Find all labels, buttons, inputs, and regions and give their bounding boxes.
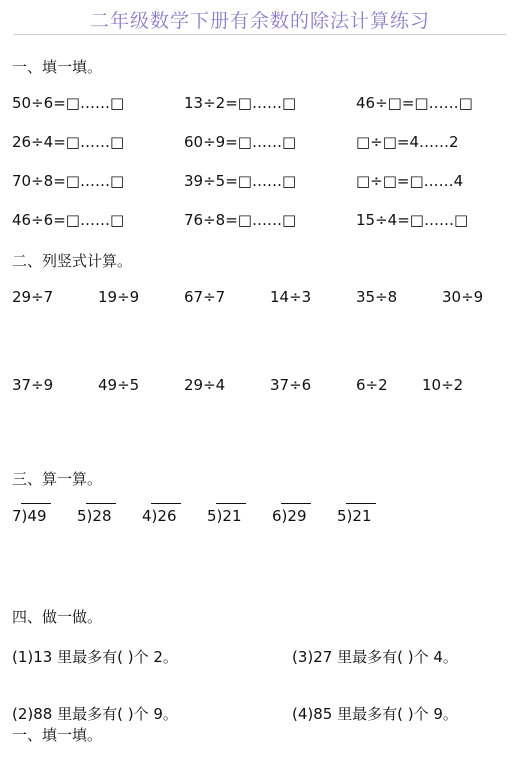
divisor: 4 bbox=[142, 507, 152, 525]
word-problem: (4)85 里最多有( )个 9。 bbox=[292, 705, 458, 723]
vertical-calc-problem: 37÷6 bbox=[270, 376, 312, 394]
vertical-calc-problem: 30÷9 bbox=[442, 288, 484, 306]
long-division-problem bbox=[77, 507, 112, 525]
division-bracket: ) bbox=[346, 507, 353, 525]
vertical-calc-problem: 37÷9 bbox=[12, 376, 54, 394]
long-division-problem bbox=[337, 507, 372, 525]
title-divider bbox=[14, 34, 506, 35]
fill-problem: □÷□=□……4 bbox=[356, 172, 464, 190]
fill-problem: 46÷□=□……□ bbox=[356, 94, 473, 112]
division-bar bbox=[346, 503, 376, 504]
fill-problem: 60÷9=□……□ bbox=[184, 133, 297, 151]
division-bar bbox=[21, 503, 51, 504]
division-bracket: ) bbox=[281, 507, 288, 525]
word-problem: (2)88 里最多有( )个 9。 bbox=[12, 705, 178, 723]
fill-problem: 13÷2=□……□ bbox=[184, 94, 297, 112]
fill-problem: 50÷6=□……□ bbox=[12, 94, 125, 112]
page-title: 二年级数学下册有余数的除法计算练习 bbox=[89, 10, 430, 32]
vertical-calc-problem: 14÷3 bbox=[270, 288, 312, 306]
divisor: 5 bbox=[207, 507, 217, 525]
fill-problem: 39÷5=□……□ bbox=[184, 172, 297, 190]
division-bracket: ) bbox=[216, 507, 223, 525]
word-problem: (3)27 里最多有( )个 4。 bbox=[292, 648, 458, 666]
dividend: 28 bbox=[92, 507, 112, 525]
division-bar bbox=[216, 503, 246, 504]
long-division-problem bbox=[272, 507, 307, 525]
division-bar bbox=[86, 503, 116, 504]
dividend: 29 bbox=[287, 507, 307, 525]
dividend: 21 bbox=[222, 507, 242, 525]
division-bar bbox=[281, 503, 311, 504]
long-division-problem bbox=[142, 507, 177, 525]
division-bracket: ) bbox=[21, 507, 28, 525]
vertical-calc-problem: 67÷7 bbox=[184, 288, 226, 306]
section1-heading: 一、填一填。 bbox=[12, 58, 103, 76]
division-bar bbox=[151, 503, 181, 504]
division-bracket: ) bbox=[86, 507, 93, 525]
dividend: 26 bbox=[157, 507, 177, 525]
divisor: 6 bbox=[272, 507, 282, 525]
vertical-calc-problem: 35÷8 bbox=[356, 288, 398, 306]
vertical-calc-problem: 19÷9 bbox=[98, 288, 140, 306]
section2-heading: 二、列竖式计算。 bbox=[12, 252, 133, 270]
section4-heading: 四、做一做。 bbox=[12, 608, 103, 626]
dividend: 49 bbox=[27, 507, 47, 525]
fill-problem: 70÷8=□……□ bbox=[12, 172, 125, 190]
vertical-calc-problem: 10÷2 bbox=[422, 376, 464, 394]
divisor: 5 bbox=[77, 507, 87, 525]
vertical-calc-problem: 49÷5 bbox=[98, 376, 140, 394]
divisor: 7 bbox=[12, 507, 22, 525]
fill-problem: 15÷4=□……□ bbox=[356, 211, 469, 229]
fill-problem: 26÷4=□……□ bbox=[12, 133, 125, 151]
section3-heading: 三、算一算。 bbox=[12, 470, 103, 488]
fill-problem: □÷□=4……2 bbox=[356, 133, 459, 151]
vertical-calc-problem: 29÷7 bbox=[12, 288, 54, 306]
divisor: 5 bbox=[337, 507, 347, 525]
division-bracket: ) bbox=[151, 507, 158, 525]
long-division-problem bbox=[207, 507, 242, 525]
vertical-calc-problem: 29÷4 bbox=[184, 376, 226, 394]
word-problem: (1)13 里最多有( )个 2。 bbox=[12, 648, 178, 666]
repeated-section-heading: 一、填一填。 bbox=[12, 726, 103, 744]
vertical-calc-problem: 6÷2 bbox=[356, 376, 388, 394]
fill-problem: 46÷6=□……□ bbox=[12, 211, 125, 229]
dividend: 21 bbox=[352, 507, 372, 525]
fill-problem: 76÷8=□……□ bbox=[184, 211, 297, 229]
long-division-problem bbox=[12, 507, 47, 525]
